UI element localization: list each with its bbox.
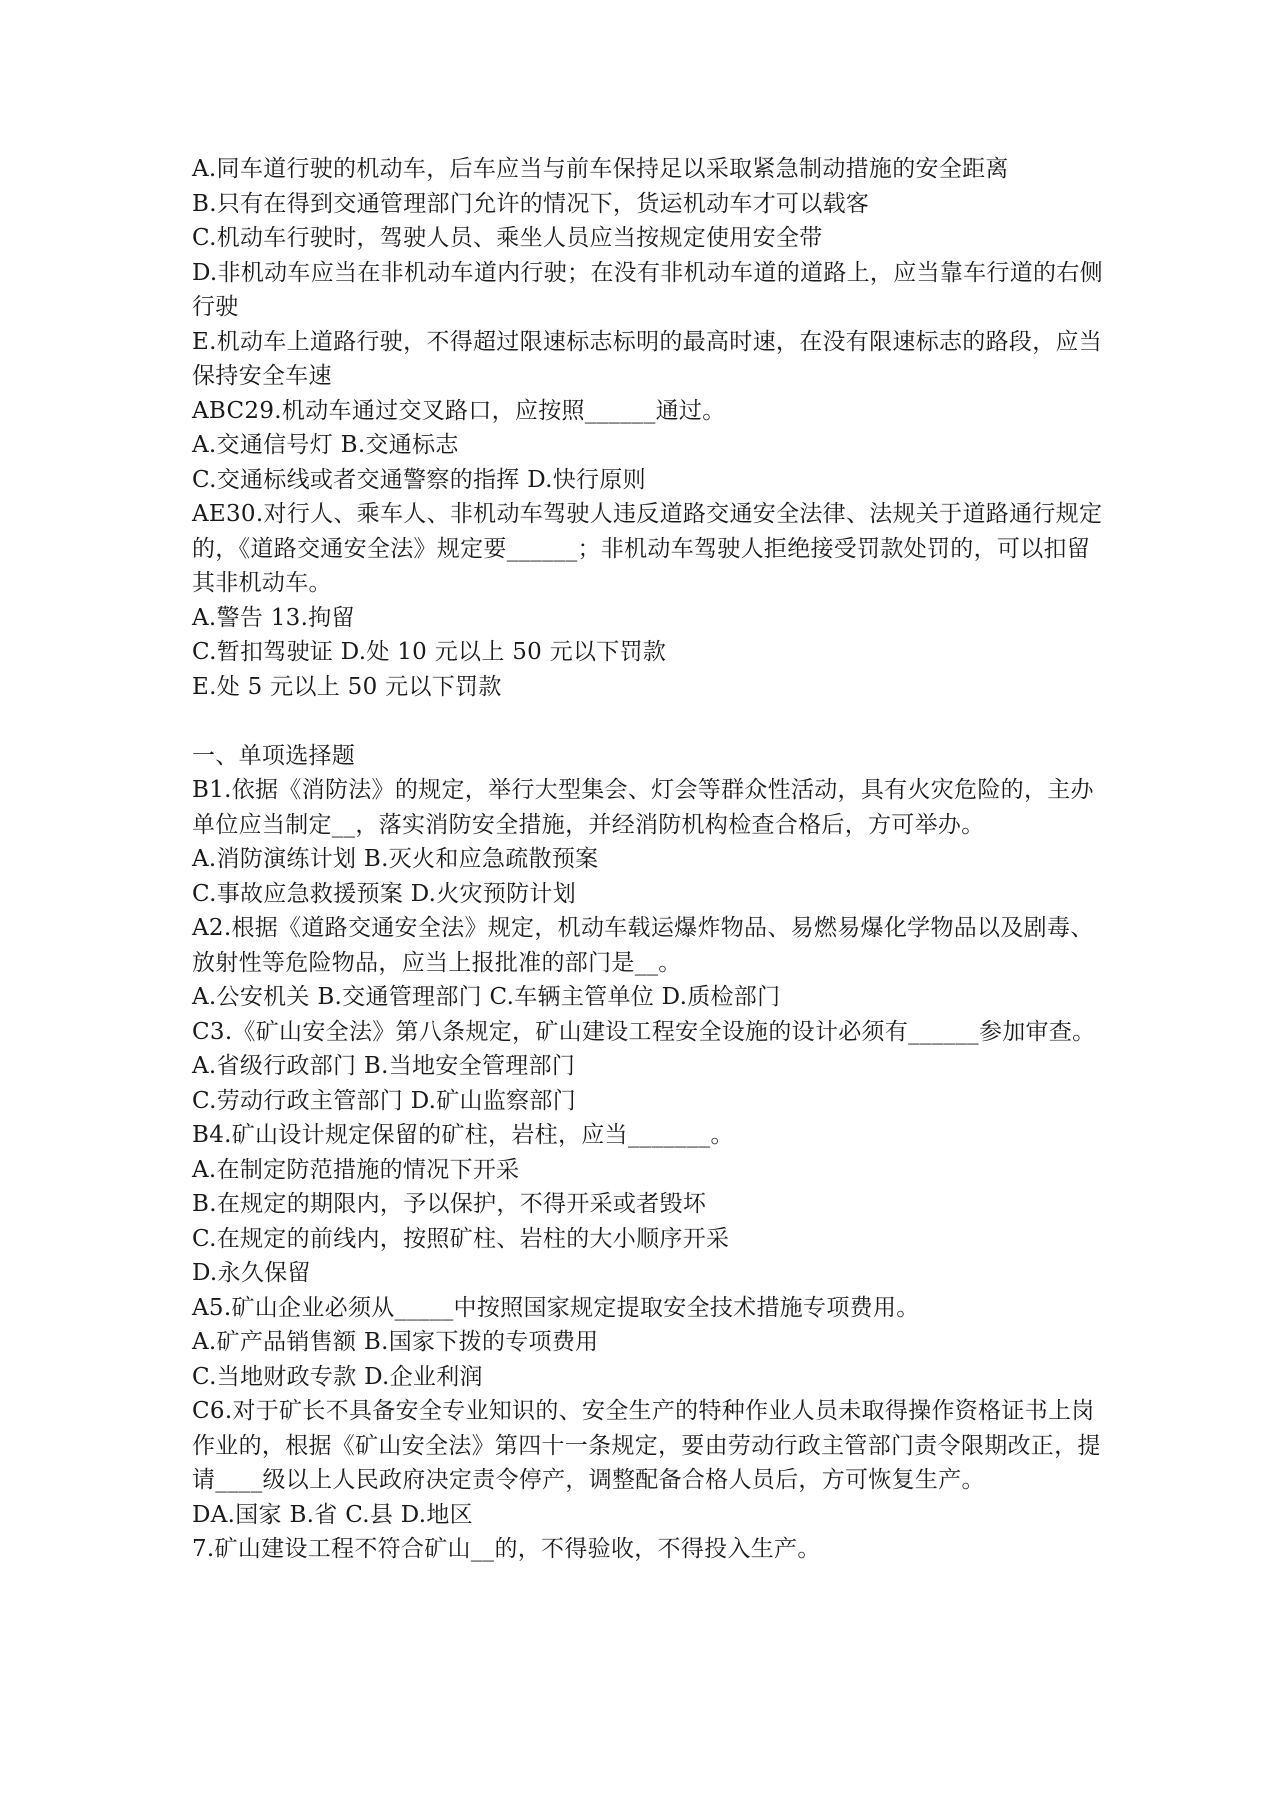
question-line: C6.对于矿长不具备安全专业知识的、安全生产的特种作业人员未取得操作资格证书上岗作业的，根据《矿山安全法》第四十一条规定，要由劳动行政主管部门责令限期改正，提请____级以上人民政府决定责令停产，调整配备合格人员后，方可恢复生产。 <box>192 1398 1101 1493</box>
document-page <box>192 152 1112 1567</box>
option-line: C.当地财政专款 D.企业利润 <box>192 1363 483 1390</box>
option-line: A.警告 13.拘留 <box>192 604 355 631</box>
option-line: A.消防演练计划 B.灭火和应急疏散预案 <box>192 846 599 872</box>
question-line: AE30.对行人、乘车人、非机动车驾驶人违反道路交通安全法律、法规关于道路通行规定的，《道路交通安全法》规定要______；非机动车驾驶人拒绝接受罚款处罚的，可以扣留其非机动车。 <box>192 501 1103 596</box>
question-line: B4.矿山设计规定保留的矿柱，岩柱，应当_______。 <box>192 1122 734 1148</box>
option-line: C.交通标线或者交通警察的指挥 D.快行原则 <box>192 466 646 493</box>
option-line: C.劳动行政主管部门 D.矿山监察部门 <box>192 1087 577 1114</box>
option-line: A.公安机关 B.交通管理部门 C.车辆主管单位 D.质检部门 <box>192 984 781 1010</box>
option-line: B.在规定的期限内，予以保护，不得开采或者毁坏 <box>192 1191 707 1217</box>
option-line: C.暂扣驾驶证 D.处 10 元以上 50 元以下罚款 <box>192 639 667 665</box>
question-line: ABC29.机动车通过交叉路口，应按照______通过。 <box>192 397 726 424</box>
option-line: DA.国家 B.省 C.县 D.地区 <box>192 1501 473 1528</box>
question-line: 7.矿山建设工程不符合矿山__的，不得验收，不得投入生产。 <box>192 1536 821 1562</box>
option-line: C.事故应急救援预案 D.火灾预防计划 <box>192 880 577 907</box>
question-line: A2.根据《道路交通安全法》规定，机动车载运爆炸物品、易燃易爆化学物品以及剧毒、放射性等危险物品，应当上报批准的部门是__。 <box>192 915 1094 976</box>
section-gap <box>192 704 1112 739</box>
question-line: A5.矿山企业必须从_____中按照国家规定提取安全技术措施专项费用。 <box>192 1294 920 1321</box>
option-line: A.省级行政部门 B.当地安全管理部门 <box>192 1053 576 1079</box>
option-line: A.在制定防范措施的情况下开采 <box>192 1156 520 1183</box>
option-line: E.处 5 元以上 50 元以下罚款 <box>192 673 502 700</box>
option-line: A.交通信号灯 B.交通标志 <box>192 432 459 458</box>
question-line: B1.依据《消防法》的规定，举行大型集会、灯会等群众性活动，具有火灾危险的，主办单位应当制定__，落实消防安全措施，并经消防机构检查合格后，方可举办。 <box>192 777 1094 838</box>
option-line: C.机动车行驶时，驾驶人员、乘坐人员应当按规定使用安全带 <box>192 225 823 251</box>
option-line: D.非机动车应当在非机动车道内行驶；在没有非机动车道的道路上，应当靠车行道的右侧行驶 <box>192 259 1103 320</box>
option-line: E.机动车上道路行驶，不得超过限速标志标明的最高时速，在没有限速标志的路段，应当保持安全车速 <box>192 328 1103 389</box>
question-line: C3.《矿山安全法》第八条规定，矿山建设工程安全设施的设计必须有______参加审查。 <box>192 1018 1096 1045</box>
option-line: B.只有在得到交通管理部门允许的情况下，货运机动车才可以载客 <box>192 190 870 217</box>
option-line: A.同车道行驶的机动车，后车应当与前车保持足以采取紧急制动措施的安全距离 <box>192 156 1009 182</box>
section-heading: 一、单项选择题 <box>192 742 356 769</box>
option-line: C.在规定的前线内，按照矿柱、岩柱的大小顺序开采 <box>192 1225 730 1252</box>
option-line: D.永久保留 <box>192 1260 311 1286</box>
option-line: A.矿产品销售额 B.国家下拨的专项费用 <box>192 1329 599 1355</box>
